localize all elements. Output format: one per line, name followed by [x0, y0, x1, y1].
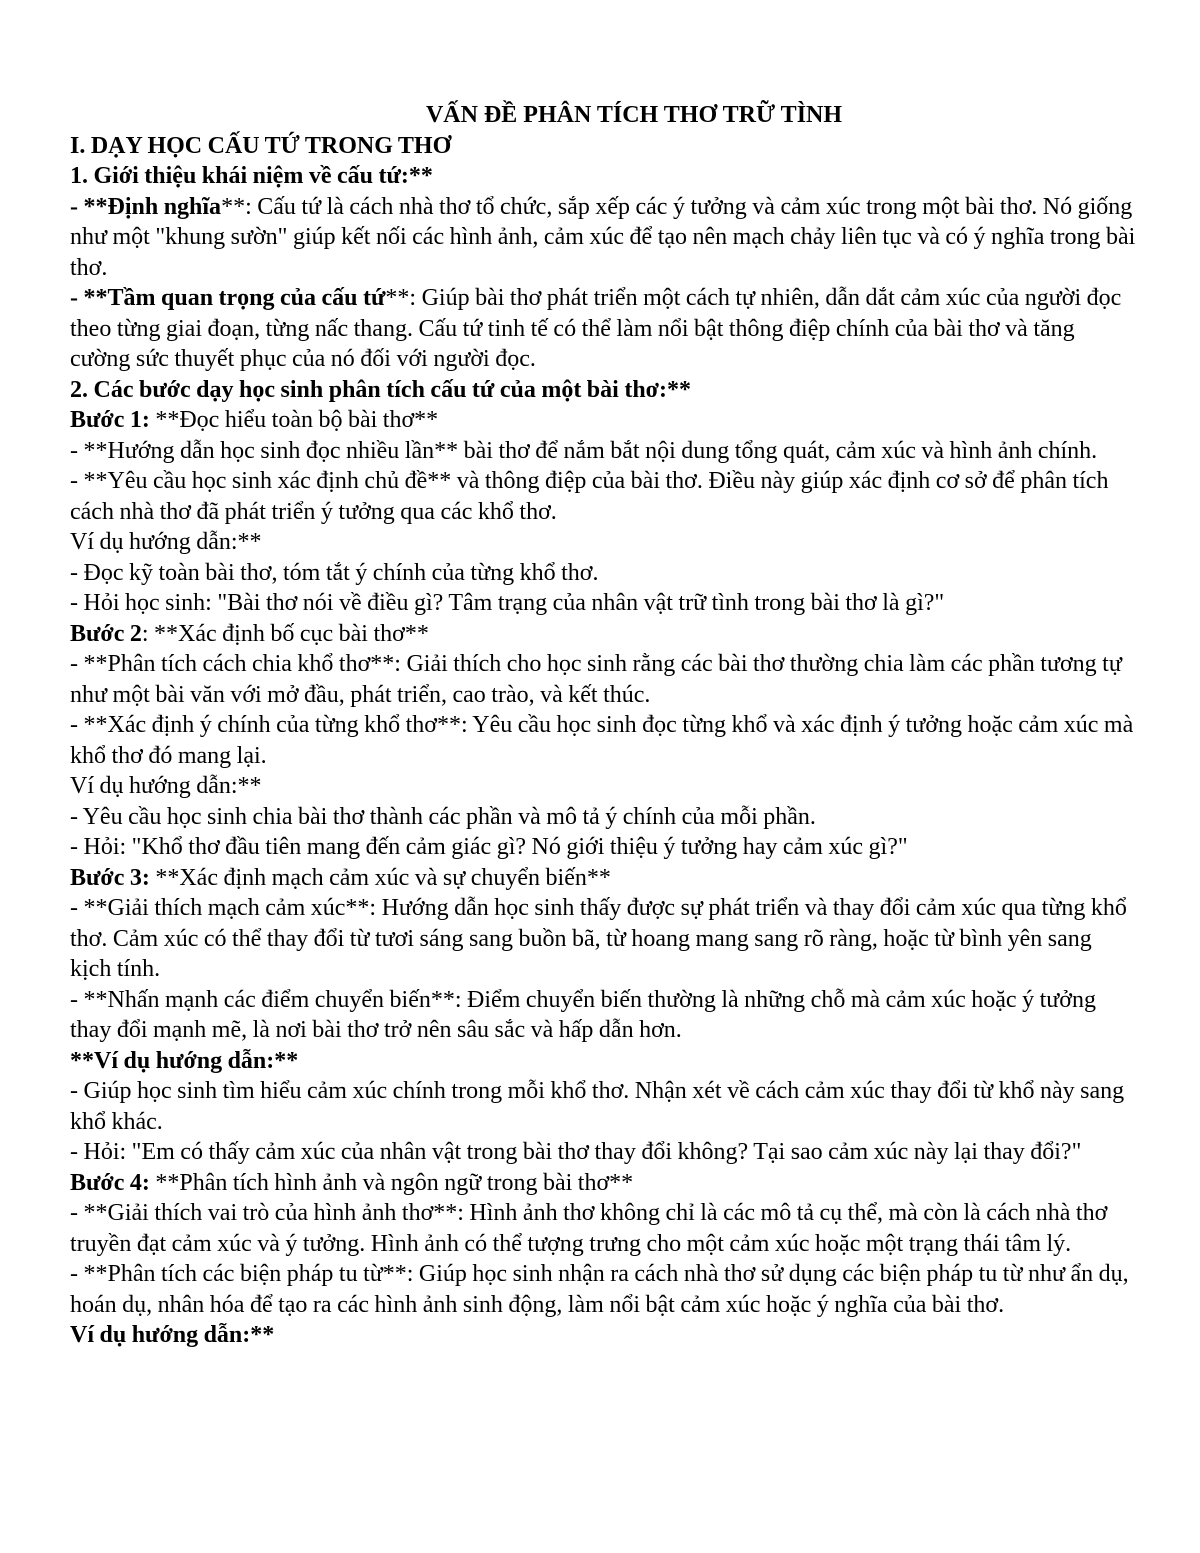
step-1-paragraph-1: - **Hướng dẫn học sinh đọc nhiều lần** bài thơ để nắm bắt nội dung tổng quát, cảm xúc và hình ảnh chính. — [70, 437, 1098, 464]
step-1-heading — [70, 405, 1138, 436]
importance-label: - **Tầm quan trọng của cấu tứ — [70, 285, 386, 311]
step-2-example-1: - Yêu cầu học sinh chia bài thơ thành các phần và mô tả ý chính của mỗi phần. — [70, 803, 816, 830]
document-title: VẤN ĐỀ PHÂN TÍCH THƠ TRỮ TÌNH — [425, 102, 843, 128]
section-heading: I. DẠY HỌC CẤU TỨ TRONG THƠ — [70, 132, 452, 159]
step-1-example-label: Ví dụ hướng dẫn:** — [70, 529, 262, 555]
step-4-heading — [70, 1168, 1138, 1199]
step-1-title: **Đọc hiểu toàn bộ bài thơ** — [149, 407, 439, 433]
step-4-example-label: Ví dụ hướng dẫn:** — [70, 1322, 275, 1348]
step-3-title: **Xác định mạch cảm xúc và sự chuyển biến** — [149, 864, 611, 891]
definition-label: - **Định nghĩa — [70, 193, 222, 220]
step-1-paragraph-2: - **Yêu cầu học sinh xác định chủ đề** và thông điệp của bài thơ. Điều này giúp xác định cơ sở để phân tích cách nhà thơ đã phát triển ý tưởng qua các khổ thơ. — [70, 468, 1109, 525]
step-2-example-2: - Hỏi: "Khổ thơ đầu tiên mang đến cảm giác gì? Nó giới thiệu ý tưởng hay cảm xúc gì?" — [70, 834, 908, 860]
step-1-example-2: - Hỏi học sinh: "Bài thơ nói về điều gì? Tâm trạng của nhân vật trữ tình trong bài thơ là gì?" — [70, 590, 945, 616]
importance-paragraph — [70, 283, 1138, 375]
subsection-heading-1: 1. Giới thiệu khái niệm về cấu tứ:** — [70, 163, 433, 189]
step-2-paragraph-1: - **Phân tích cách chia khổ thơ**: Giải thích cho học sinh rằng các bài thơ thường chia làm các phần tương tự như một bài văn với mở đầu, phát triển, cao trào, và kết thúc. — [70, 651, 1122, 708]
definition-paragraph — [70, 192, 1138, 284]
step-3-paragraph-1: - **Giải thích mạch cảm xúc**: Hướng dẫn học sinh thấy được sự phát triển và thay đổi cảm xúc qua từng khổ thơ. Cảm xúc có thể thay đổi từ tươi sáng sang buồn bã, từ hoang mang sang rõ ràng, hoặc từ bình yên sang kịch tính. — [70, 895, 1127, 982]
step-2-example-label: Ví dụ hướng dẫn:** — [70, 773, 262, 799]
importance-text: **: Giúp bài thơ phát triển một cách tự nhiên, dẫn dắt cảm xúc của người đọc theo từng giai đoạn, từng nấc thang. Cấu tứ tinh tế có thể làm nổi bật thông điệp chính của bài thơ và tăng cường sức thuyết phục của nó đối với người đọc. — [70, 285, 1122, 372]
step-2-label: Bước 2 — [70, 620, 142, 647]
step-2-title: : **Xác định bố cục bài thơ** — [141, 620, 429, 647]
document-page — [70, 100, 1138, 1351]
step-1-example-1: - Đọc kỹ toàn bài thơ, tóm tắt ý chính của từng khổ thơ. — [70, 559, 599, 586]
subsection-heading-2: 2. Các bước dạy học sinh phân tích cấu tứ của một bài thơ:** — [70, 376, 691, 403]
step-4-paragraph-1: - **Giải thích vai trò của hình ảnh thơ**: Hình ảnh thơ không chỉ là các mô tả cụ thể, mà còn là cách nhà thơ truyền đạt cảm xúc và ý tưởng. Hình ảnh có thể tượng trưng cho một cảm xúc hoặc một trạng thái tâm lý. — [70, 1200, 1108, 1257]
step-2-paragraph-2: - **Xác định ý chính của từng khổ thơ**: Yêu cầu học sinh đọc từng khổ và xác định ý tưởng hoặc cảm xúc mà khổ thơ đó mang lại. — [70, 712, 1134, 769]
step-2-heading — [70, 619, 1138, 650]
definition-text: **: Cấu tứ là cách nhà thơ tổ chức, sắp xếp các ý tưởng và cảm xúc trong một bài thơ. Nó giống như một "khung sườn" giúp kết nối các hình ảnh, cảm xúc để tạo nên mạch chảy liên tục và có ý nghĩa trong bài thơ. — [70, 193, 1136, 281]
step-3-example-1: - Giúp học sinh tìm hiểu cảm xúc chính trong mỗi khổ thơ. Nhận xét về cách cảm xúc thay đổi từ khổ này sang khổ khác. — [70, 1078, 1125, 1135]
step-4-title: **Phân tích hình ảnh và ngôn ngữ trong bài thơ** — [149, 1169, 634, 1196]
step-3-heading — [70, 863, 1138, 894]
step-1-label: Bước 1: — [70, 407, 150, 433]
step-4-paragraph-2: - **Phân tích các biện pháp tu từ**: Giúp học sinh nhận ra cách nhà thơ sử dụng các biện pháp tu từ như ẩn dụ, hoán dụ, nhân hóa để tạo ra các hình ảnh sinh động, làm nổi bật cảm xúc hoặc ý nghĩa của bài thơ. — [70, 1261, 1129, 1318]
step-3-example-2: - Hỏi: "Em có thấy cảm xúc của nhân vật trong bài thơ thay đổi không? Tại sao cảm xúc này lại thay đổi?" — [70, 1139, 1082, 1165]
step-3-label: Bước 3: — [70, 864, 150, 891]
step-3-example-label: **Ví dụ hướng dẫn:** — [70, 1047, 299, 1074]
step-3-paragraph-2: - **Nhấn mạnh các điểm chuyển biến**: Điểm chuyển biến thường là những chỗ mà cảm xúc hoặc ý tưởng thay đổi mạnh mẽ, là nơi bài thơ trở nên sâu sắc và hấp dẫn hơn. — [70, 986, 1096, 1043]
step-4-label: Bước 4: — [70, 1169, 150, 1196]
